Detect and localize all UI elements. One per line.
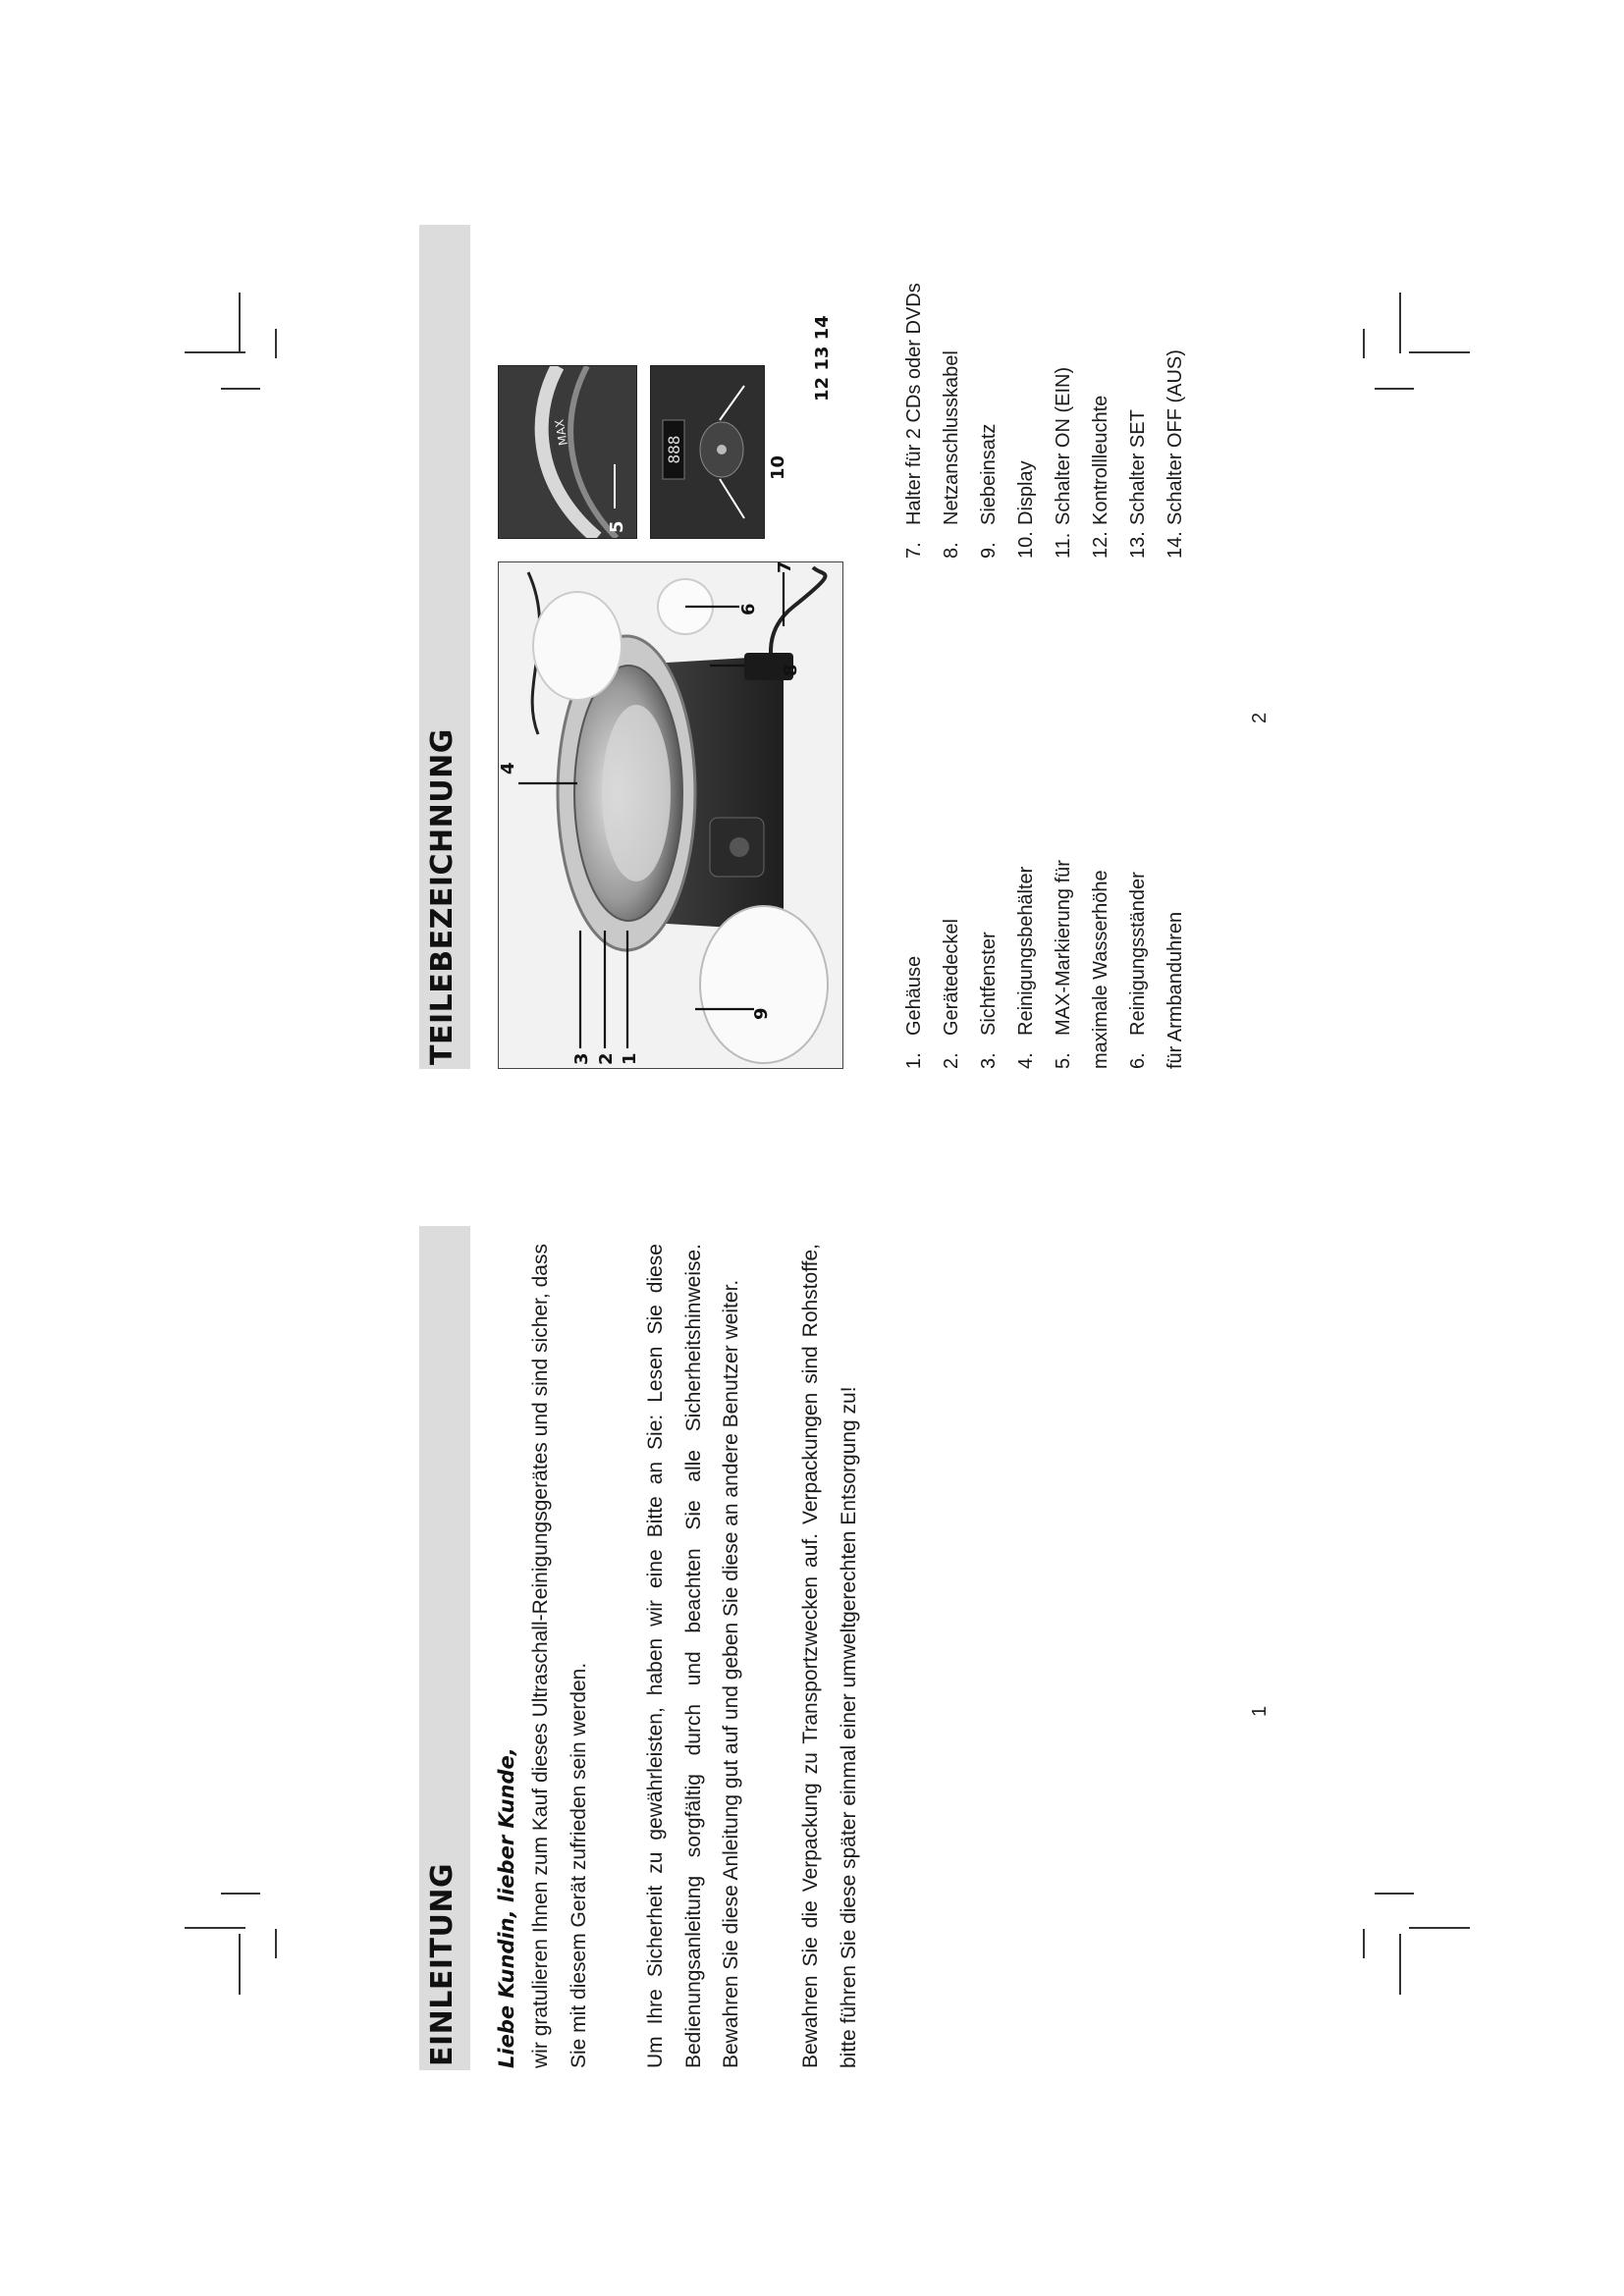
callout-label: 10 [768,454,788,480]
crop-mark [1409,351,1470,353]
list-item: 3.Sichtfenster [978,932,1000,1069]
ultrasonic-cleaner-illustration [499,562,842,1068]
crop-mark [1363,1929,1365,1958]
section-title: EINLEITUNG [425,1862,460,2066]
crop-mark [221,1893,260,1895]
list-item: 4.Reinigungsbehälter [1015,866,1037,1069]
callout-label: 1 [620,1052,640,1065]
list-item: 13.Schalter SET [1127,409,1149,559]
callout-label: 6 [738,603,759,615]
callout-label: 5 [607,520,627,533]
crop-mark [1399,293,1401,353]
callout-label: 9 [751,1007,772,1020]
callout-label: 7 [775,561,795,573]
list-item: 12.Kontrollleuchte [1090,395,1111,559]
paragraph: Um Ihre Sicherheit zu gewährleisten, haben wir eine Bitte an Sie: Lesen Sie diese Bedienungsanleitung sorgfältig durch und beachten Sie alle Sicherheitshinweise. Bewahren Sie diese Anleitung gut auf und geben Sie diese an andere Benutzer weiter. [644,1244,742,2068]
paragraph: Bewahren Sie die Verpackung zu Transportzwecken auf. Verpackungen sind Rohstoffe, bitte führen Sie diese später einmal einer umweltgerechten Entsorgung zu! [799,1244,860,2068]
display-digits: 888 [665,435,683,464]
crop-mark [275,1929,277,1958]
crop-mark [1399,1934,1401,1995]
list-item: 5.MAX-Markierung für [1053,860,1074,1069]
rotated-spread [321,166,1303,2129]
page-number: 1 [1249,1705,1271,1717]
max-marking-inset [498,365,637,539]
crop-mark [185,351,245,353]
callout-label: 3 [571,1052,592,1065]
salutation: Liebe Kundin, lieber Kunde, [495,1747,518,2068]
crop-mark [185,1927,245,1929]
crop-mark [1375,388,1414,390]
crop-mark [239,1934,241,1995]
parts-column-left [895,676,1194,1069]
list-item-continuation: für Armbanduhren [1164,911,1186,1069]
list-item: 2.Gerätedeckel [941,919,962,1069]
list-item: 10.Display [1015,460,1037,559]
control-panel-illustration [651,366,764,538]
crop-mark [1409,1927,1470,1929]
control-panel-inset [650,365,765,539]
crop-mark [1375,1893,1414,1895]
crop-mark [221,388,260,390]
list-item: 7.Halter für 2 CDs oder DVDs [903,283,925,559]
section-title: TEILEBEZEICHNUNG [425,728,460,1065]
section-header-einleitung [419,1226,470,2070]
crop-mark [239,293,241,353]
callout-label: 12 13 14 [812,315,833,401]
list-item: 8.Netzanschlusskabel [941,350,962,559]
list-item: 11.Schalter ON (EIN) [1053,366,1074,559]
list-item: 14.Schalter OFF (AUS) [1164,349,1186,559]
product-figure [498,561,843,1069]
callout-label: 8 [781,664,801,676]
section-header-teilebezeichnung [419,225,470,1069]
max-marking-illustration [499,366,636,538]
callout-label: 2 [596,1052,617,1065]
list-item: 9.Siebeinsatz [978,423,1000,559]
paragraph: wir gratulieren Ihnen zum Kauf dieses Ultraschall-Reinigungsgerätes und sind sicher, dass Sie mit diesem Gerät zufrieden sein werden. [529,1244,590,2068]
list-item: 1.Gehäuse [903,955,925,1069]
list-item-continuation: maximale Wasserhöhe [1090,870,1111,1069]
callout-label: 4 [498,762,518,774]
crop-mark [275,329,277,358]
parts-column-right [895,205,1194,559]
list-item: 6.Reinigungsständer [1127,872,1149,1069]
page-number: 2 [1249,712,1271,723]
svg-text:MAX: MAX [552,418,570,447]
crop-mark [1363,329,1365,358]
